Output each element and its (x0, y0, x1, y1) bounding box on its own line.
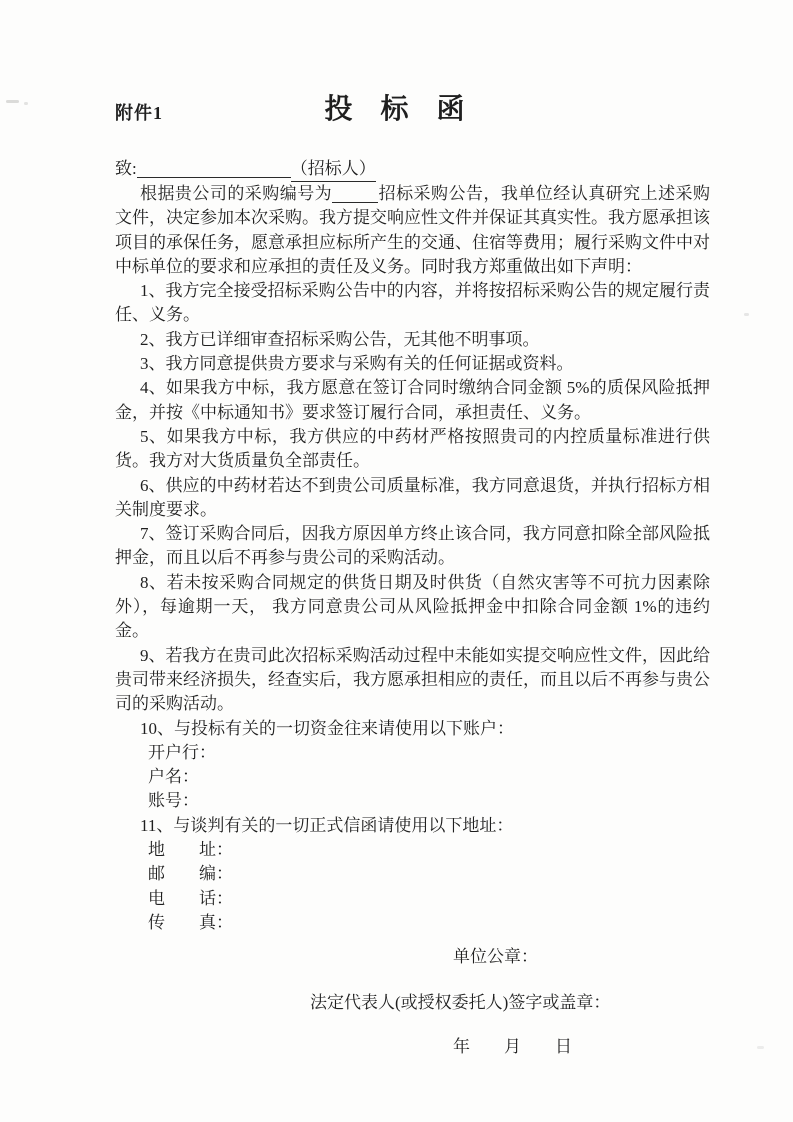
intro-text-after-blank: 招标采购公告，我单位经认真研究上述采购文件，决定参加本次采购。我方提交响应性文件并保证其真实性。我方愿承担该项目的承保任务，愿意承担应标所产生的交通、住宿等费用；履行采购文件中对中标单位的要求和应承担的责任及义务。同时我方郑重做出如下声明： (115, 184, 711, 276)
declaration-item-1: 1、我方完全接受招标采购公告中的内容，并将按招标采购公告的规定履行责任、义务。 (115, 281, 710, 325)
declaration-item-2: 2、我方已详细审查招标采购公告，无其他不明事项。 (140, 329, 540, 349)
declaration-item-11: 11、与谈判有关的一切正式信函请使用以下地址： (140, 815, 514, 835)
field-address: 地 址： (148, 840, 233, 860)
intro-text-before-blank: 根据贵公司的采购编号为 (140, 184, 333, 203)
company-seal-label: 单位公章： (453, 947, 538, 967)
declaration-item-10: 10、与投标有关的一切资金往来请使用以下账户： (140, 718, 514, 738)
scan-artifact (24, 102, 28, 105)
salutation-blank-underline (137, 162, 291, 178)
declaration-item-6: 6、供应的中药材若达不到贵公司质量标准，我方同意退货，并执行招标方相关制度要求。 (115, 475, 710, 519)
document-title: 投 标 函 (324, 94, 465, 125)
field-postal-code: 邮 编： (148, 864, 233, 884)
intro-blank-underline (332, 187, 378, 203)
declaration-item-5: 5、如果我方中标，我方供应的中药材严格按照贵司的内控质量标准进行供货。我方对大货质量负全部责任。 (115, 426, 710, 471)
scan-artifact (757, 1046, 764, 1049)
salutation-line (115, 156, 710, 182)
document-body (115, 182, 710, 1059)
date-line: 年 月 日 (453, 1036, 572, 1056)
declaration-item-7: 7、签订采购合同后，因我方原因单方终止该合同，我方同意扣除全部风险抵押金，而且以后不再参与贵公司的采购活动。 (115, 524, 710, 568)
field-bank-name: 开户行： (148, 742, 216, 762)
field-account-name: 户名： (148, 767, 199, 787)
attachment-label: 附件1 (115, 103, 163, 123)
legal-representative-signature-label: 法定代表人(或授权委托人)签字或盖章： (310, 992, 611, 1012)
salutation-prefix: 致: (115, 159, 137, 178)
scan-artifact (744, 313, 749, 316)
declaration-item-8: 8、若未按采购合同规定的供货日期及时供货（自然灾害等不可抗力因素除外），每逾期一天， 我方同意贵公司从风险抵押金中扣除合同金额 1%的违约金。 (115, 572, 710, 641)
declaration-item-3: 3、我方同意提供贵方要求与采购有关的任何证据或资料。 (140, 354, 574, 374)
field-fax: 传 真： (148, 912, 233, 932)
field-account-number: 账号： (148, 791, 199, 811)
field-phone: 电 话： (148, 888, 233, 908)
document-content (115, 92, 710, 1059)
declaration-item-9: 9、若我方在贵司此次招标采购活动过程中未能如实提交响应性文件，因此给贵司带来经济损失，经查实后，我方愿承担相应的责任，而且以后不再参与贵公司的采购活动。 (115, 645, 710, 714)
scan-artifact (6, 100, 19, 103)
declaration-item-4: 4、如果我方中标，我方愿意在签订合同时缴纳合同金额 5%的质保风险抵押金，并按《中标通知书》要求签订履行合同，承担责任、义务。 (115, 378, 710, 422)
intro-paragraph (115, 182, 710, 279)
document-header (115, 92, 710, 134)
salutation-suffix: （招标人） (291, 156, 376, 182)
